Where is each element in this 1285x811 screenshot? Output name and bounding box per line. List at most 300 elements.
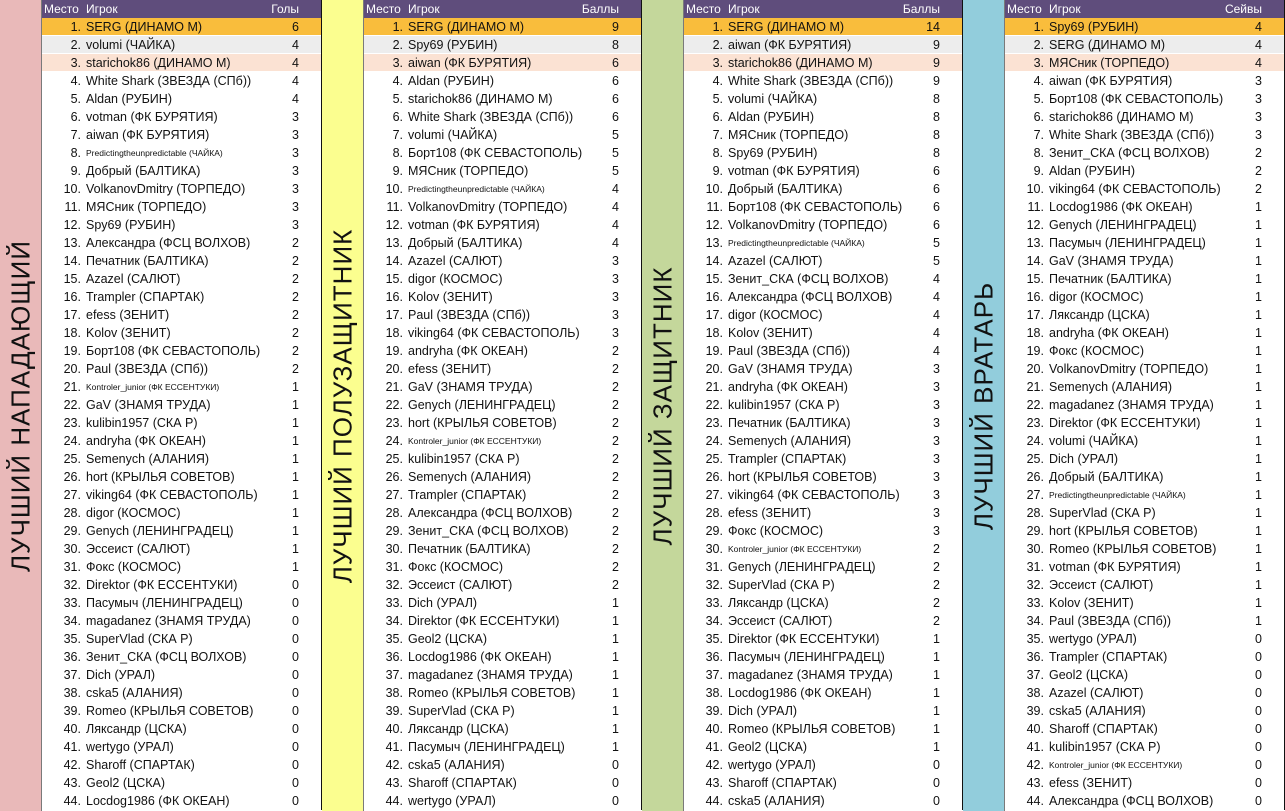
row-place: 27. — [705, 488, 723, 502]
row-place: 8. — [1033, 146, 1044, 160]
row-place: 22. — [63, 398, 81, 412]
row-player: votman (ФК БУРЯТИЯ) — [1049, 560, 1181, 574]
table-row — [1005, 774, 1284, 792]
row-player: wertygo (УРАЛ) — [408, 794, 496, 808]
row-place: 30. — [1026, 542, 1044, 556]
row-place: 43. — [1026, 776, 1044, 790]
row-value: 3 — [612, 326, 619, 340]
row-player: Добрый (БАЛТИКА) — [1049, 470, 1164, 484]
row-value: 2 — [612, 524, 619, 538]
table-row — [1005, 270, 1284, 288]
table-row — [364, 126, 641, 144]
row-value: 1 — [1255, 308, 1262, 322]
row-value: 14 — [926, 20, 940, 34]
row-place: 20. — [705, 362, 723, 376]
row-place: 5. — [392, 92, 403, 106]
header-player: Игрок — [408, 2, 440, 16]
table-row — [1005, 378, 1284, 396]
row-player: Эссеист (САЛЮТ) — [728, 614, 833, 628]
table-row — [684, 126, 962, 144]
table-row — [684, 252, 962, 270]
row-place: 32. — [705, 578, 723, 592]
table-row — [42, 594, 321, 612]
row-place: 12. — [1026, 218, 1044, 232]
table-row — [42, 90, 321, 108]
row-value: 0 — [1255, 650, 1262, 664]
table-row — [42, 36, 321, 54]
table-row — [684, 360, 962, 378]
row-place: 39. — [1026, 704, 1044, 718]
row-place: 8. — [70, 146, 81, 160]
row-player: Kontroler_junior (ФК ЕССЕНТУКИ) — [86, 382, 220, 392]
row-player: Пасумыч (ЛЕНИНГРАДЕЦ) — [408, 740, 565, 754]
table-row — [684, 540, 962, 558]
row-place: 31. — [705, 560, 723, 574]
row-player: aiwan (ФК БУРЯТИЯ) — [728, 38, 852, 52]
row-value: 1 — [292, 416, 299, 430]
row-value: 0 — [1255, 686, 1262, 700]
row-place: 40. — [385, 722, 403, 736]
row-value: 2 — [933, 596, 940, 610]
row-player: efess (ЗЕНИТ) — [1049, 776, 1133, 790]
row-player: votman (ФК БУРЯТИЯ) — [86, 110, 218, 124]
row-player: cska5 (АЛАНИЯ) — [408, 758, 505, 772]
row-player: Эссеист (САЛЮТ) — [86, 542, 191, 556]
row-player: magadanez (ЗНАМЯ ТРУДА) — [408, 668, 573, 682]
row-place: 2. — [712, 38, 723, 52]
row-value: 3 — [933, 488, 940, 502]
row-player: starichok86 (ДИНАМО М) — [728, 56, 873, 70]
row-place: 13. — [705, 236, 723, 250]
row-player: Фокс (КОСМОС) — [1049, 344, 1145, 358]
row-player: Azazel (САЛЮТ) — [86, 272, 181, 286]
row-value: 2 — [612, 542, 619, 556]
header-place: Место — [686, 2, 721, 16]
row-place: 29. — [63, 524, 81, 538]
row-player: Фокс (КОСМОС) — [728, 524, 824, 538]
table-row — [1005, 450, 1284, 468]
header-value: Голы — [271, 2, 299, 16]
row-value: 1 — [612, 668, 619, 682]
table-row — [364, 612, 641, 630]
row-place: 33. — [385, 596, 403, 610]
row-player: Фокс (КОСМОС) — [86, 560, 182, 574]
table-row — [684, 306, 962, 324]
row-value: 2 — [1255, 146, 1262, 160]
row-value: 0 — [292, 758, 299, 772]
row-place: 33. — [705, 596, 723, 610]
table-row — [684, 36, 962, 54]
row-value: 3 — [1255, 92, 1262, 106]
row-place: 20. — [1026, 362, 1044, 376]
row-value: 2 — [612, 488, 619, 502]
row-player: Semenych (АЛАНИЯ) — [728, 434, 852, 448]
row-place: 24. — [385, 434, 403, 448]
row-player: Борт108 (ФК СЕВАСТОПОЛЬ) — [728, 200, 903, 214]
row-place: 2. — [392, 38, 403, 52]
row-place: 19. — [63, 344, 81, 358]
row-value: 2 — [612, 362, 619, 376]
row-player: votman (ФК БУРЯТИЯ) — [408, 218, 540, 232]
row-place: 12. — [63, 218, 81, 232]
row-player: Печатник (БАЛТИКА) — [408, 542, 531, 556]
table-row — [364, 288, 641, 306]
table-row — [684, 612, 962, 630]
row-player: Печатник (БАЛТИКА) — [86, 254, 209, 268]
table-row — [42, 522, 321, 540]
row-value: 1 — [933, 740, 940, 754]
row-player: Kontroler_junior (ФК ЕССЕНТУКИ) — [1049, 760, 1183, 770]
row-player: Azazel (САЛЮТ) — [1049, 686, 1144, 700]
row-value: 8 — [933, 128, 940, 142]
row-place: 3. — [712, 56, 723, 70]
row-player: Aldan (РУБИН) — [408, 74, 494, 88]
row-value: 1 — [1255, 452, 1262, 466]
table-row — [42, 702, 321, 720]
row-player: Geol2 (ЦСКА) — [728, 740, 808, 754]
row-player: starichok86 (ДИНАМО М) — [408, 92, 553, 106]
row-player: digor (КОСМОС) — [1049, 290, 1144, 304]
row-place: 35. — [1026, 632, 1044, 646]
row-value: 5 — [933, 236, 940, 250]
row-place: 39. — [385, 704, 403, 718]
row-place: 11. — [706, 200, 723, 214]
row-value: 6 — [292, 20, 299, 34]
row-value: 6 — [612, 56, 619, 70]
table-row — [684, 684, 962, 702]
row-place: 37. — [385, 668, 403, 682]
row-value: 0 — [1255, 776, 1262, 790]
row-value: 1 — [933, 686, 940, 700]
table-row — [42, 360, 321, 378]
table-row — [364, 504, 641, 522]
row-player: Azazel (САЛЮТ) — [408, 254, 503, 268]
row-value: 1 — [1255, 344, 1262, 358]
table-row — [1005, 468, 1284, 486]
row-value: 4 — [933, 344, 940, 358]
row-value: 2 — [612, 506, 619, 520]
table-row — [684, 522, 962, 540]
table-row — [684, 180, 962, 198]
row-player: aiwan (ФК БУРЯТИЯ) — [1049, 74, 1173, 88]
table-row — [1005, 126, 1284, 144]
row-place: 13. — [1026, 236, 1044, 250]
row-place: 33. — [1026, 596, 1044, 610]
row-place: 9. — [70, 164, 81, 178]
table-row — [684, 594, 962, 612]
row-player: Печатник (БАЛТИКА) — [728, 416, 851, 430]
table-row — [364, 522, 641, 540]
row-place: 18. — [385, 326, 403, 340]
row-place: 10. — [1026, 182, 1044, 196]
row-player: magadanez (ЗНАМЯ ТРУДА) — [728, 668, 893, 682]
table-row — [364, 18, 641, 36]
table-row — [1005, 252, 1284, 270]
row-value: 1 — [612, 596, 619, 610]
row-value: 4 — [292, 56, 299, 70]
row-place: 29. — [385, 524, 403, 538]
table-row — [364, 558, 641, 576]
row-place: 3. — [392, 56, 403, 70]
row-value: 4 — [292, 38, 299, 52]
row-value: 0 — [292, 614, 299, 628]
row-value: 0 — [1255, 758, 1262, 772]
row-value: 1 — [292, 560, 299, 574]
row-place: 5. — [70, 92, 81, 106]
row-player: hort (КРЫЛЬЯ СОВЕТОВ) — [1049, 524, 1198, 538]
row-value: 2 — [612, 434, 619, 448]
row-value: 0 — [1255, 794, 1262, 808]
table-row — [684, 72, 962, 90]
table-row — [364, 198, 641, 216]
row-player: digor (КОСМОС) — [728, 308, 823, 322]
table-row — [364, 414, 641, 432]
row-player: Ляксандр (ЦСКА) — [408, 722, 509, 736]
table-row — [364, 378, 641, 396]
row-place: 9. — [712, 164, 723, 178]
row-player: andryha (ФК ОКЕАН) — [408, 344, 528, 358]
row-value: 2 — [933, 578, 940, 592]
row-player: viking64 (ФК СЕВАСТОПОЛЬ) — [728, 488, 900, 502]
row-player: cska5 (АЛАНИЯ) — [1049, 704, 1146, 718]
table-row — [1005, 486, 1284, 504]
table-row — [42, 216, 321, 234]
table-row — [1005, 396, 1284, 414]
row-place: 37. — [63, 668, 81, 682]
row-player: Spy69 (РУБИН) — [86, 218, 176, 232]
table-row — [1005, 90, 1284, 108]
row-place: 14. — [705, 254, 723, 268]
row-player: Spy69 (РУБИН) — [1049, 20, 1139, 34]
row-value: 3 — [933, 452, 940, 466]
row-value: 1 — [1255, 236, 1262, 250]
table-row — [364, 90, 641, 108]
row-place: 15. — [385, 272, 403, 286]
row-place: 6. — [392, 110, 403, 124]
row-player: Genych (ЛЕНИНГРАДЕЦ) — [728, 560, 876, 574]
row-value: 3 — [292, 200, 299, 214]
row-value: 1 — [933, 668, 940, 682]
table-row — [1005, 324, 1284, 342]
row-player: White Shark (ЗВЕЗДА (СПб)) — [408, 110, 574, 124]
table-row — [1005, 36, 1284, 54]
row-value: 3 — [933, 362, 940, 376]
row-value: 1 — [612, 614, 619, 628]
table-row — [1005, 72, 1284, 90]
row-player: МЯСник (ТОРПЕДО) — [1049, 56, 1170, 70]
row-value: 1 — [1255, 272, 1262, 286]
table-row — [1005, 756, 1284, 774]
table-row — [364, 396, 641, 414]
header-player: Игрок — [728, 2, 760, 16]
row-player: Зенит_СКА (ФСЦ ВОЛХОВ) — [728, 272, 889, 286]
row-player: aiwan (ФК БУРЯТИЯ) — [86, 128, 210, 142]
row-place: 28. — [705, 506, 723, 520]
table-row — [364, 72, 641, 90]
table-header — [364, 0, 641, 18]
row-place: 34. — [1026, 614, 1044, 628]
row-place: 27. — [385, 488, 403, 502]
table-forwards — [42, 0, 322, 810]
table-row — [1005, 234, 1284, 252]
row-value: 1 — [1255, 326, 1262, 340]
table-row — [684, 576, 962, 594]
table-rows — [684, 18, 962, 810]
row-value: 5 — [612, 164, 619, 178]
table-row — [364, 540, 641, 558]
row-player: Predictingtheunpredictable (ЧАЙКА) — [728, 238, 865, 248]
row-value: 0 — [933, 794, 940, 808]
table-row — [364, 324, 641, 342]
row-place: 26. — [1026, 470, 1044, 484]
row-player: starichok86 (ДИНАМО М) — [1049, 110, 1194, 124]
row-place: 27. — [63, 488, 81, 502]
row-value: 1 — [612, 650, 619, 664]
table-row — [1005, 576, 1284, 594]
row-place: 24. — [63, 434, 81, 448]
row-place: 18. — [1026, 326, 1044, 340]
row-value: 2 — [933, 614, 940, 628]
row-place: 42. — [1026, 758, 1044, 772]
side-banner-defender — [642, 0, 684, 811]
row-player: volumi (ЧАЙКА) — [728, 92, 818, 106]
row-place: 10. — [385, 182, 403, 196]
row-place: 13. — [385, 236, 403, 250]
row-player: Sharoff (СПАРТАК) — [1049, 722, 1158, 736]
row-value: 3 — [933, 524, 940, 538]
row-player: Эссеист (САЛЮТ) — [1049, 578, 1154, 592]
row-player: Locdog1986 (ФК ОКЕАН) — [86, 794, 230, 808]
table-row — [684, 108, 962, 126]
row-player: Spy69 (РУБИН) — [728, 146, 818, 160]
row-place: 15. — [705, 272, 723, 286]
row-place: 38. — [705, 686, 723, 700]
row-player: Semenych (АЛАНИЯ) — [1049, 380, 1173, 394]
table-row — [1005, 738, 1284, 756]
table-row — [684, 198, 962, 216]
row-place: 25. — [1026, 452, 1044, 466]
header-value: Баллы — [902, 2, 940, 16]
row-place: 41. — [1026, 740, 1044, 754]
row-place: 27. — [1026, 488, 1044, 502]
row-value: 2 — [292, 254, 299, 268]
table-rows — [364, 18, 641, 810]
row-place: 7. — [712, 128, 723, 142]
row-value: 3 — [1255, 74, 1262, 88]
row-place: 41. — [63, 740, 81, 754]
row-player: wertygo (УРАЛ) — [86, 740, 174, 754]
table-row — [42, 234, 321, 252]
row-place: 37. — [705, 668, 723, 682]
table-row — [684, 414, 962, 432]
row-place: 21. — [385, 380, 403, 394]
table-row — [42, 162, 321, 180]
table-row — [1005, 198, 1284, 216]
row-value: 1 — [1255, 398, 1262, 412]
row-value: 0 — [292, 704, 299, 718]
row-value: 6 — [933, 182, 940, 196]
row-value: 1 — [933, 632, 940, 646]
row-value: 1 — [612, 722, 619, 736]
row-value: 1 — [612, 704, 619, 718]
table-row — [684, 432, 962, 450]
row-value: 1 — [1255, 506, 1262, 520]
table-row — [684, 468, 962, 486]
row-place: 1. — [70, 20, 81, 34]
row-value: 2 — [1255, 182, 1262, 196]
row-value: 1 — [612, 686, 619, 700]
row-player: volumi (ЧАЙКА) — [86, 38, 176, 52]
row-value: 1 — [292, 506, 299, 520]
row-value: 9 — [933, 56, 940, 70]
row-place: 36. — [1026, 650, 1044, 664]
row-place: 2. — [70, 38, 81, 52]
row-place: 39. — [705, 704, 723, 718]
row-player: Александра (ФСЦ ВОЛХОВ) — [728, 290, 893, 304]
table-row — [364, 720, 641, 738]
row-player: magadanez (ЗНАМЯ ТРУДА) — [86, 614, 251, 628]
row-place: 5. — [1033, 92, 1044, 106]
row-place: 16. — [1026, 290, 1044, 304]
row-player: GaV (ЗНАМЯ ТРУДА) — [1049, 254, 1174, 268]
row-place: 16. — [63, 290, 81, 304]
table-row — [1005, 216, 1284, 234]
row-place: 7. — [1033, 128, 1044, 142]
table-row — [42, 72, 321, 90]
row-place: 17. — [63, 308, 81, 322]
row-place: 14. — [385, 254, 403, 268]
row-value: 3 — [933, 470, 940, 484]
row-player: МЯСник (ТОРПЕДО) — [728, 128, 849, 142]
row-place: 18. — [63, 326, 81, 340]
table-row — [1005, 342, 1284, 360]
row-place: 30. — [385, 542, 403, 556]
row-place: 44. — [63, 794, 81, 808]
row-value: 3 — [612, 290, 619, 304]
row-value: 2 — [612, 380, 619, 394]
table-row — [1005, 648, 1284, 666]
row-player: Александра (ФСЦ ВОЛХОВ) — [86, 236, 251, 250]
table-row — [42, 306, 321, 324]
row-value: 0 — [1255, 704, 1262, 718]
row-player: Зенит_СКА (ФСЦ ВОЛХОВ) — [86, 650, 247, 664]
row-player: Dich (УРАЛ) — [1049, 452, 1119, 466]
row-player: Добрый (БАЛТИКА) — [408, 236, 523, 250]
header-player: Игрок — [86, 2, 118, 16]
row-place: 4. — [712, 74, 723, 88]
table-row — [1005, 558, 1284, 576]
row-value: 3 — [292, 182, 299, 196]
row-value: 5 — [933, 254, 940, 268]
row-value: 3 — [933, 398, 940, 412]
row-value: 0 — [1255, 668, 1262, 682]
row-value: 2 — [292, 362, 299, 376]
table-row — [1005, 18, 1284, 36]
row-value: 0 — [1255, 722, 1262, 736]
row-place: 43. — [705, 776, 723, 790]
row-place: 7. — [392, 128, 403, 142]
row-player: Paul (ЗВЕЗДА (СПб)) — [728, 344, 851, 358]
row-place: 21. — [705, 380, 723, 394]
row-player: andryha (ФК ОКЕАН) — [86, 434, 206, 448]
row-player: VolkanovDmitry (ТОРПЕДО) — [86, 182, 246, 196]
row-place: 24. — [1026, 434, 1044, 448]
row-value: 1 — [1255, 560, 1262, 574]
table-row — [684, 324, 962, 342]
row-value: 6 — [933, 164, 940, 178]
row-player: Trampler (СПАРТАК) — [728, 452, 847, 466]
row-player: Sharoff (СПАРТАК) — [408, 776, 517, 790]
